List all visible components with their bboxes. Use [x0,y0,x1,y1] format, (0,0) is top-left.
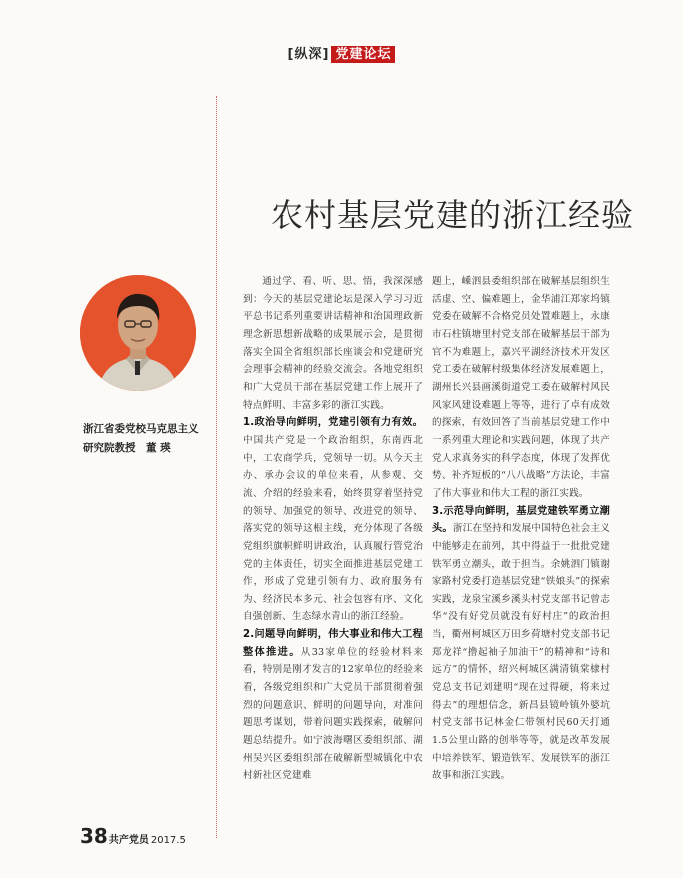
page-number: 38 [80,824,108,848]
magazine-name: 共产党员 [108,835,149,846]
body-column-2 [432,273,610,785]
section-heading: 2.问题导向鲜明，伟大事业和伟大工程整体推进。 [243,629,423,658]
body-column-1 [243,273,423,785]
section-heading: 1.政治导向鲜明，党建引领有力有效。 [243,417,423,429]
paragraph: 通过学、看、听、思、悟，我深深感到：今天的基层党建论坛是深入学习习近平总书记系列重要讲话精神和治国理政新理念新思想新战略的成果展示会，是贯彻落实全国全省组织部长座谈会和党建研究会理事会精神的经验交流会。各地党组织和广大党员干部在基层党建工作上展开了特点鲜明、丰富多彩的浙江实践。 [243,276,423,411]
author-affiliation: 浙江省委党校马克思主义 [83,423,199,435]
author-info [83,420,215,458]
section-heading: 3.示范导向鲜明，基层党建铁军勇立潮头。 [432,505,610,535]
author-title-name: 研究院教授 董 瑛 [83,442,171,454]
column-tag-bracket: [纵深] [287,47,330,62]
column-tag [0,43,683,62]
paragraph: 题上，嵊泗县委组织部在破解基层组织生活虚、空、偏难题上，金华浦江郑家坞镇党委在破解不合格党员处置难题上，永康市石柱镇塘里村党支部在破解基层干部为官不为难题上，嘉兴平湖经济技术开发区党工委在破解村级集体经济发展难题上，湖州长兴县画溪街道党工委在破解村风民风家风建设难题上等等，进行了卓有成效的探索，有效回答了当前基层党建工作中一系列重大理论和实践问题，体现了共产党人求真务实的科学态度，体现了发挥优势、补齐短板的“八八战略”方法论，丰富了伟大事业和伟大工程的浙江实践。 [432,276,610,499]
paragraph-text: 浙江在坚持和发展中国特色社会主义中能够走在前列，其中得益于一批批党建铁军勇立潮头，敢于担当。余姚泗门镇谢家路村党委打造基层党建“铁娘头”的探索实践，龙泉宝溪乡溪头村党支部书记曾志华“没有好党员就没有好村庄”的政治担当，衢州柯城区万田乡荷塘村党支部书记郑龙祥“撸起袖子加油干”的精神和“诗和远方”的情怀，绍兴柯城区满清镇棠棣村党总支书记刘建明“现在过得硬，将来过得去”的理想信念，新昌县镜岭镇外婆坑村党支部书记林金仁带领村民60天打通1.5公里山路的创举等等，就是改革发展中培养铁军、锻造铁军、发展铁军的浙江故事和浙江实践。 [432,523,610,782]
column-tag-name: 党建论坛 [331,46,395,63]
author-photo [80,275,196,391]
page-footer [80,824,186,848]
dotted-divider [216,96,217,838]
article-title: 农村基层党建的浙江经验 [270,196,634,234]
paragraph-text: 中国共产党是一个政治组织，东南西北中，工农商学兵，党领导一切。从今天主办、承办会议的单位来看，从参观、交流、介绍的经验来看，始终贯穿着坚持党的领导、加强党的领导、改进党的领导、落实党的领导这根主线，充分体现了各级党组织旗帜鲜明讲政治，认真履行管党治党的主体责任，切实全面推进基层党建工作，形成了党建引领有力、政府服务有为、经济民本多元、社会包容有序、文化自强创新、生态绿水青山的浙江经验。 [243,434,423,623]
paragraph-text: 从33家单位的经验材料来看，特别是刚才发言的12家单位的经验来看，各级党组织和广大党员干部贯彻着强烈的问题意识、鲜明的问题导向，对准问题思考谋划，带着问题实践探索，破解问题总结提升。如宁波海曙区委组织部、湖州吴兴区委组织部在破解新型城镇化中农村新社区党建难 [243,646,424,782]
issue-number: 2017.5 [150,835,186,846]
author-portrait-image [80,275,196,391]
